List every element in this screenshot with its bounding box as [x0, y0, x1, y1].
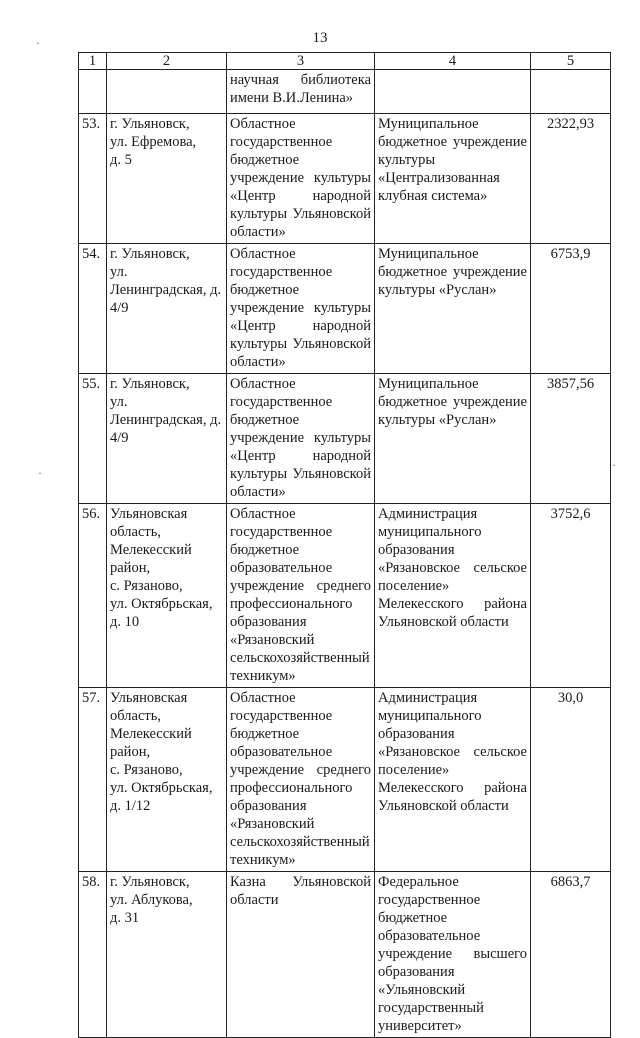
scan-speck: ·: [612, 458, 616, 472]
page-number: 13: [312, 30, 328, 46]
continuation-holder: научная библиотека имени В.И.Ленина»: [227, 70, 375, 114]
address-line: д. 10: [110, 614, 140, 630]
address-line: ул. Ленинградская, д. 4/9: [110, 394, 222, 446]
table-row: [79, 504, 611, 688]
row-owner: Муниципальное бюджетное учреждение культуры «Централизованная клубная система»: [375, 114, 531, 244]
row-holder: Областное государственное бюджетное учреждение культуры «Центр народной культуры Ульяновской области»: [227, 244, 375, 374]
row-number: 53.: [79, 114, 107, 244]
row-number: 55.: [79, 374, 107, 504]
row-address: [107, 872, 227, 1038]
address-line: г. Ульяновск,: [110, 116, 190, 132]
row-area: 3752,6: [531, 504, 611, 688]
table-row: [79, 872, 611, 1038]
row-owner: Администрация муниципального образования «Рязановское сельское поселение» Мелекесского района Ульяновской области: [375, 504, 531, 688]
address-line: Ульяновская область, Мелекесский район,: [110, 690, 192, 760]
address-line: ул. Аблукова,: [110, 892, 193, 908]
row-owner: Федеральное государственное бюджетное образовательное учреждение высшего образования «Ульяновский государственный университет»: [375, 872, 531, 1038]
address-line: ул. Октябрьская,: [110, 780, 213, 796]
row-address: [107, 114, 227, 244]
scan-speck: ·: [36, 36, 40, 50]
row-owner: Муниципальное бюджетное учреждение культуры «Руслан»: [375, 244, 531, 374]
row-address: [107, 374, 227, 504]
col-header-2: 2: [107, 53, 227, 70]
row-holder: Областное государственное бюджетное учреждение культуры «Центр народной культуры Ульяновской области»: [227, 374, 375, 504]
row-number: 54.: [79, 244, 107, 374]
continuation-address: [107, 70, 227, 114]
row-area: 6753,9: [531, 244, 611, 374]
row-owner: Администрация муниципального образования «Рязановское сельское поселение» Мелекесского района Ульяновской области: [375, 688, 531, 872]
header-row: [79, 53, 611, 70]
address-line: ул. Октябрьская,: [110, 596, 213, 612]
table-row: [79, 374, 611, 504]
address-line: ул. Ленинградская, д. 4/9: [110, 264, 222, 316]
row-number: 58.: [79, 872, 107, 1038]
continuation-owner: [375, 70, 531, 114]
row-holder: Областное государственное бюджетное учреждение культуры «Центр народной культуры Ульяновской области»: [227, 114, 375, 244]
address-line: с. Рязаново,: [110, 578, 183, 594]
row-area: 30,0: [531, 688, 611, 872]
table-row: [79, 114, 611, 244]
address-line: г. Ульяновск,: [110, 376, 190, 392]
continuation-row: [79, 70, 611, 114]
address-line: г. Ульяновск,: [110, 874, 190, 890]
continuation-num: [79, 70, 107, 114]
address-line: д. 1/12: [110, 798, 151, 814]
row-address: [107, 244, 227, 374]
address-line: д. 31: [110, 910, 140, 926]
row-number: 57.: [79, 688, 107, 872]
address-line: с. Рязаново,: [110, 762, 183, 778]
row-area: 2322,93: [531, 114, 611, 244]
address-line: д. 5: [110, 152, 132, 168]
row-holder: Областное государственное бюджетное образовательное учреждение среднего профессионального образования «Рязановский сельскохозяйственный техникум»: [227, 504, 375, 688]
row-area: 6863,7: [531, 872, 611, 1038]
address-line: г. Ульяновск,: [110, 246, 190, 262]
row-address: [107, 688, 227, 872]
address-line: ул. Ефремова,: [110, 134, 197, 150]
row-owner: Муниципальное бюджетное учреждение культуры «Руслан»: [375, 374, 531, 504]
row-area: 3857,56: [531, 374, 611, 504]
col-header-5: 5: [531, 53, 611, 70]
row-address: [107, 504, 227, 688]
col-header-3: 3: [227, 53, 375, 70]
table-row: [79, 688, 611, 872]
row-number: 56.: [79, 504, 107, 688]
table-row: [79, 244, 611, 374]
continuation-area: [531, 70, 611, 114]
scan-speck: ·: [38, 466, 42, 480]
col-header-4: 4: [375, 53, 531, 70]
row-holder: Областное государственное бюджетное образовательное учреждение среднего профессионального образования «Рязановский сельскохозяйственный техникум»: [227, 688, 375, 872]
row-holder: Казна Ульяновской области: [227, 872, 375, 1038]
property-table: [78, 52, 611, 1038]
col-header-1: 1: [79, 53, 107, 70]
address-line: Ульяновская область, Мелекесский район,: [110, 506, 192, 576]
